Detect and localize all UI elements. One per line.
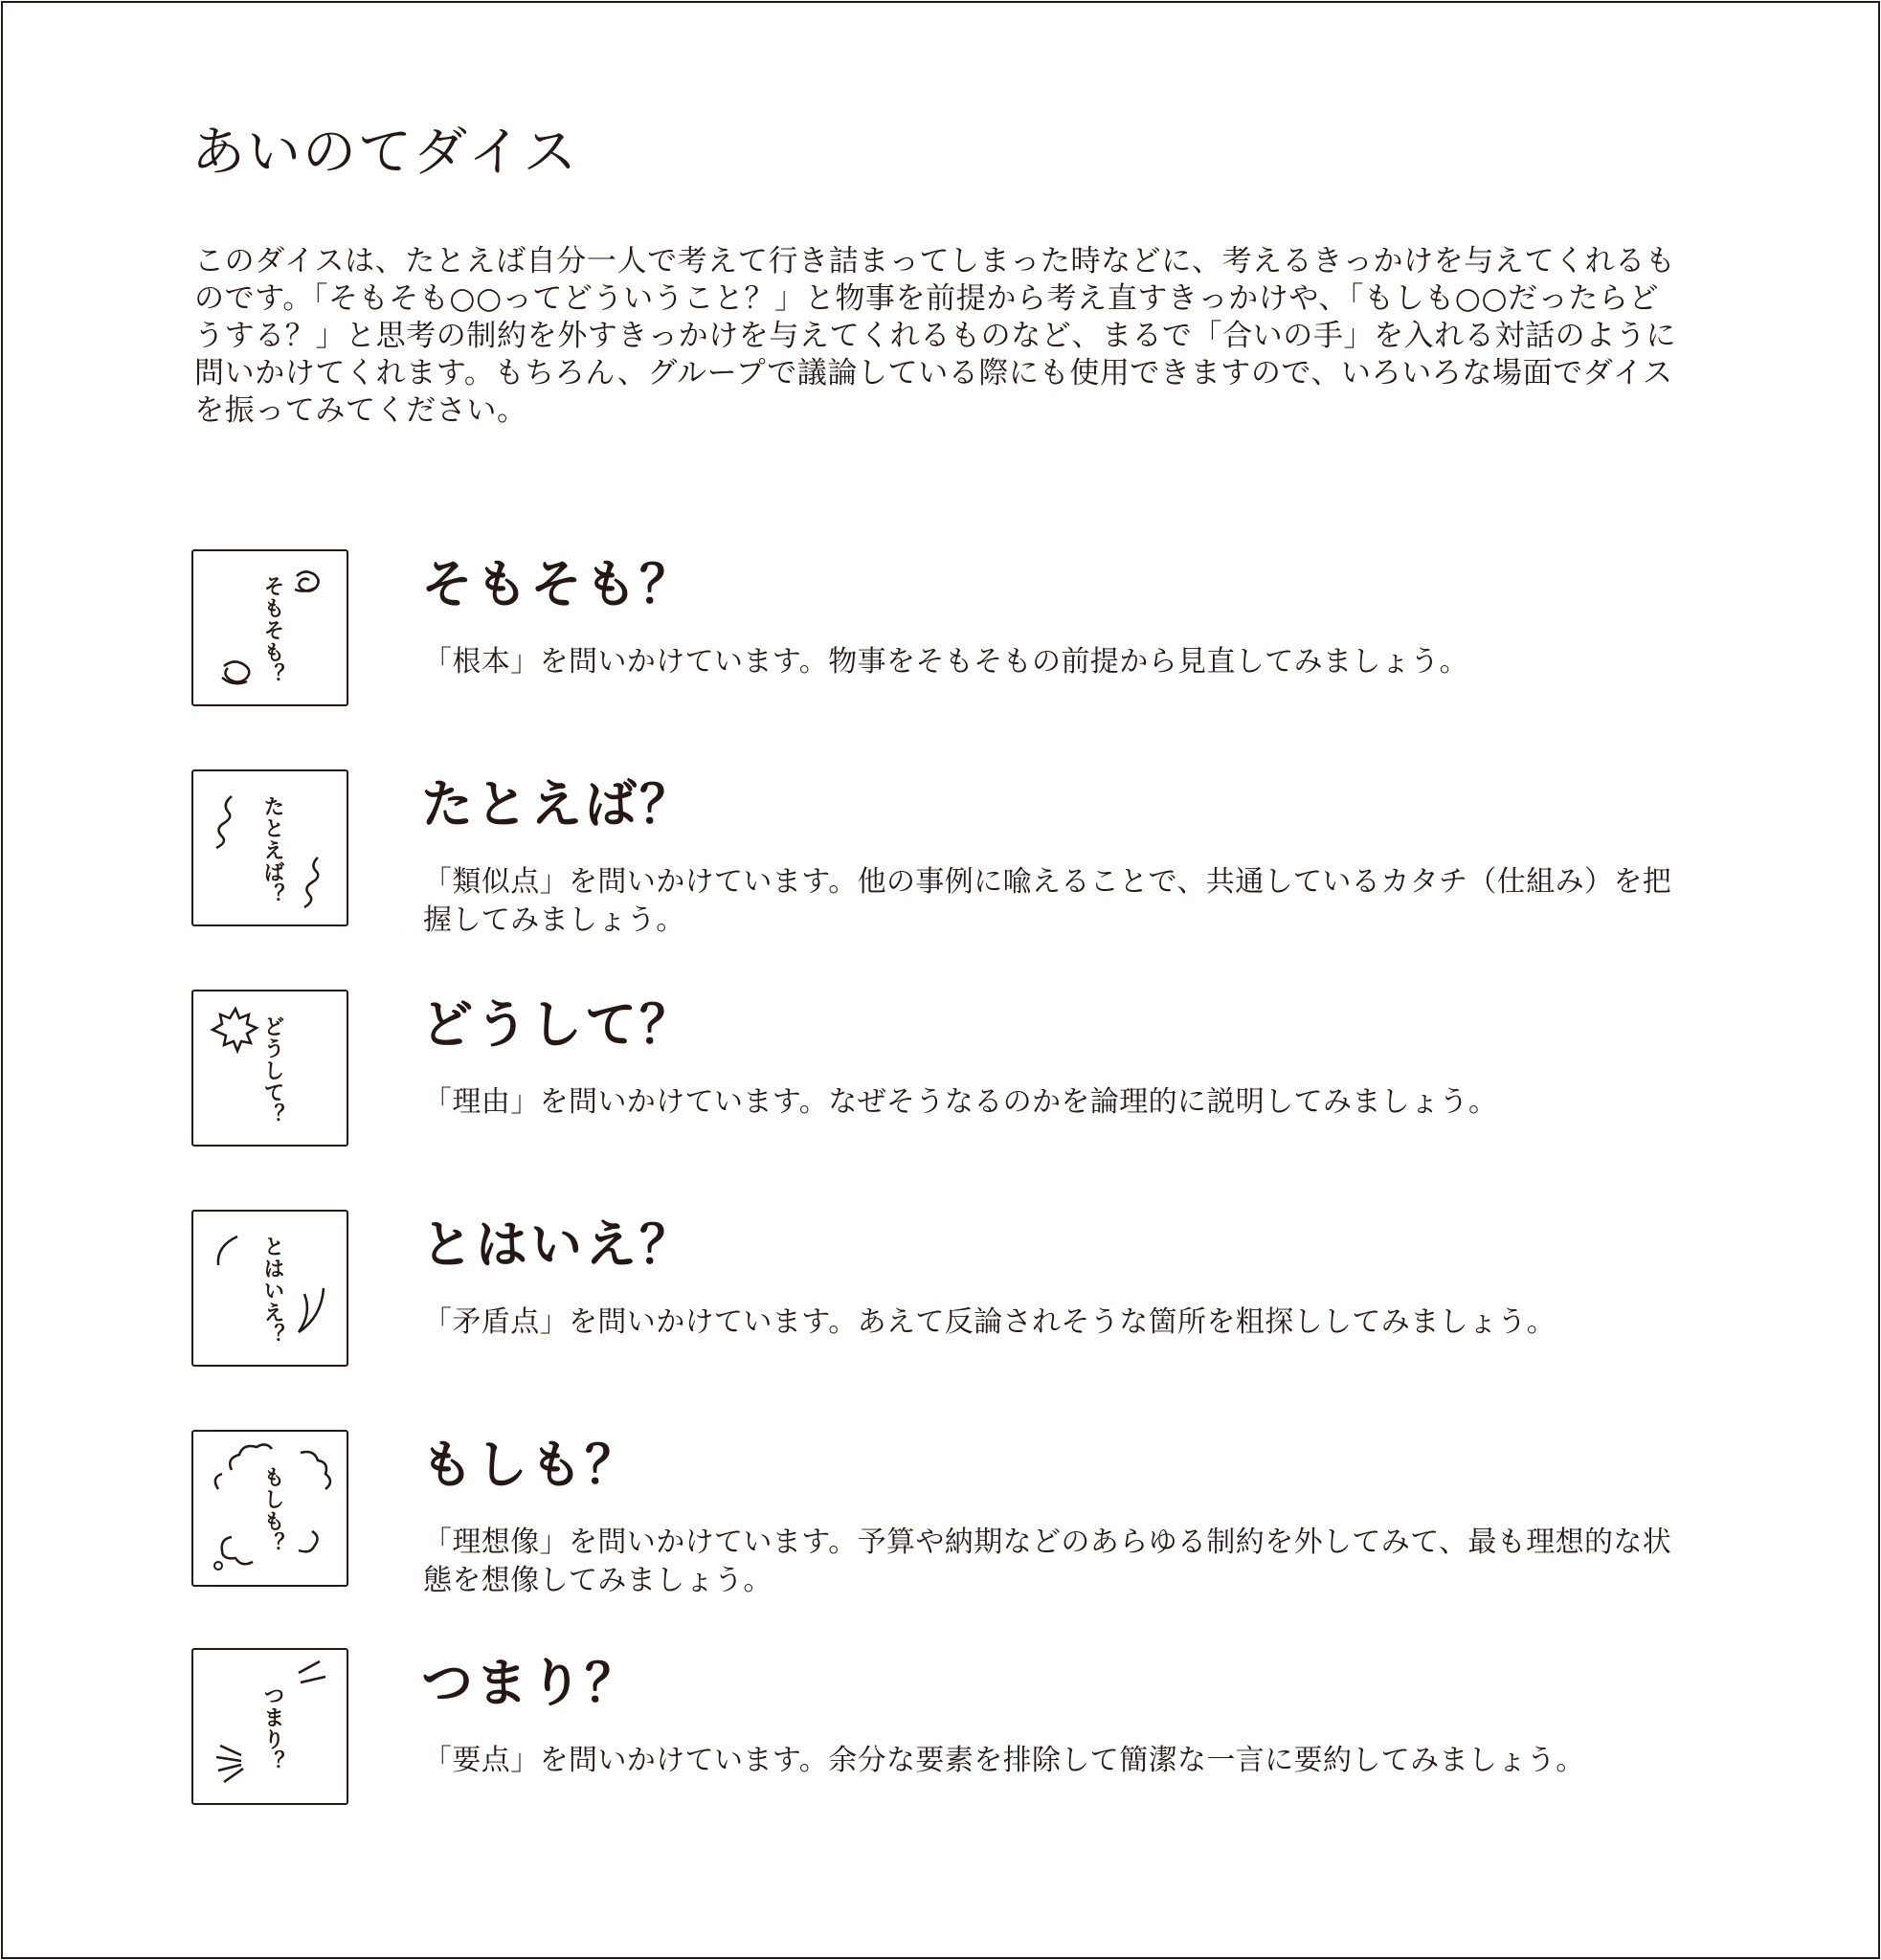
face-label: そもそも？ [260,574,284,685]
intro-paragraph: このダイスは、たとえば自分一人で考えて行き詰まってしまった時などに、考えるきっかけを与えてくれるものです。「そもそも○○ってどういうこと？」と物事を前提から考え直すきっかけや、「もしも○○だったらどうする？」と思考の制約を外すきっかけを与えてくれるものなど、まるで「合いの手」を入れる対話のように問いかけてくれます。もちろん、グループで議論している際にも使用できますので、いろいろな場面でダイスを振ってみてください。 [194,244,1677,428]
face-label: たとえば？ [260,794,284,905]
dice-face-row [191,1430,1723,1597]
face-label: とはいえ？ [260,1235,284,1346]
question-title: もしも？ [421,1435,639,1495]
face-label: どうして？ [260,1014,284,1125]
question-title: つまり？ [421,1653,639,1713]
dice-face [191,990,348,1147]
dice-face [191,1648,348,1805]
question-description: 「類似点」を問いかけています。他の事例に喩えることで、共通しているカタチ（仕組み）を把握してみましょう。 [423,865,1672,937]
question-title: とはいえ？ [421,1214,694,1275]
dice-face-row [191,549,1723,712]
dice-face [191,769,348,926]
page-title: あいのてダイス [191,122,579,184]
question-title: たとえば？ [421,774,694,835]
dice-face [191,1210,348,1367]
dice-face-row [191,1210,1723,1372]
face-label: つまり？ [260,1684,284,1772]
face-label: もしも？ [260,1466,284,1554]
question-description: 「理由」を問いかけています。なぜそうなるのかを論理的に説明してみましょう。 [423,1085,1498,1119]
dice-face [191,1430,348,1587]
question-description: 「要点」を問いかけています。余分な要素を排除して簡潔な一言に要約してみましょう。 [423,1744,1585,1777]
dice-face-row [191,769,1723,937]
dice-face [191,549,348,706]
question-description: 「根本」を問いかけています。物事をそもそもの前提から見直してみましょう。 [423,645,1468,679]
question-title: どうして？ [421,994,694,1055]
question-title: そもそも？ [421,554,694,614]
question-description: 「理想像」を問いかけています。予算や納期などのあらゆる制約を外してみて、最も理想的な状態を想像してみましょう。 [423,1526,1672,1597]
dice-face-row [191,990,1723,1152]
question-description: 「矛盾点」を問いかけています。あえて反論されそうな箇所を粗探ししてみましょう。 [423,1305,1556,1339]
dice-face-row [191,1648,1723,1811]
